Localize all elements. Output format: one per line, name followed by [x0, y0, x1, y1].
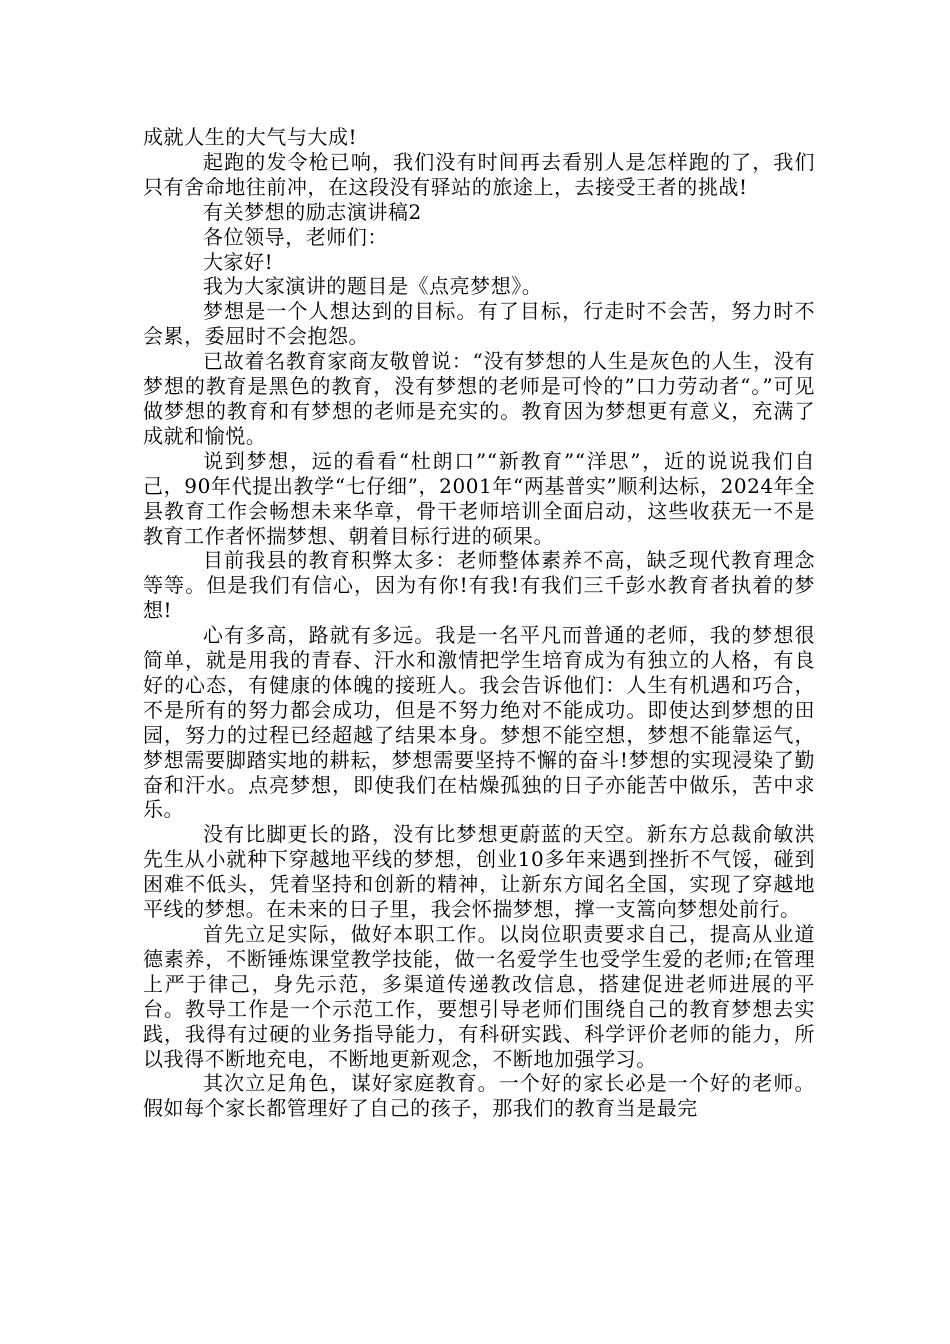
document-body — [143, 125, 815, 1121]
paragraph: 梦想是一个人想达到的目标。有了目标，行走时不会苦，努力时不会累，委屈时不会抱怨。 — [143, 299, 815, 349]
paragraph: 起跑的发令枪已响，我们没有时间再去看别人是怎样跑的了，我们只有舍命地往前冲，在这段没有驿站的旅途上，去接受王者的挑战! — [143, 149, 815, 199]
paragraph: 心有多高，路就有多远。我是一名平凡而普通的老师，我的梦想很简单，就是用我的青春、汗水和激情把学生培育成为有独立的人格，有良好的心态，有健康的体魄的接班人。我会告诉他们：人生有机遇和巧合，不是所有的努力都会成功，但是不努力绝对不能成功。即使达到梦想的田园，努力的过程已经超越了结果本身。梦想不能空想，梦想不能靠运气，梦想需要脚踏实地的耕耘，梦想需要坚持不懈的奋斗!梦想的实现浸染了勤奋和汗水。点亮梦想，即使我们在枯燥孤独的日子亦能苦中做乐，苦中求乐。 — [143, 623, 815, 822]
paragraph: 目前我县的教育积弊太多：老师整体素养不高，缺乏现代教育理念等等。但是我们有信心，因为有你!有我!有我们三千彭水教育者执着的梦想! — [143, 548, 815, 623]
paragraph: 没有比脚更长的路，没有比梦想更蔚蓝的天空。新东方总裁俞敏洪先生从小就种下穿越地平线的梦想，创业10多年来遇到挫折不气馁，碰到困难不低头，凭着坚持和创新的精神，让新东方闻名全国，实现了穿越地平线的梦想。在未来的日子里，我会怀揣梦想，撑一支篙向梦想处前行。 — [143, 822, 815, 922]
paragraph: 成就人生的大气与大成! — [143, 125, 358, 149]
paragraph: 说到梦想，远的看看“杜朗口”“新教育”“洋思”，近的说说我们自己，90年代提出教学“七仔细”，2001年“两基普实”顺利达标，2024年全县教育工作会畅想未来华章，骨干老师培训全面启动，这些收获无一不是教育工作者怀揣梦想、朝着目标行进的硕果。 — [143, 448, 815, 548]
paragraph: 我为大家演讲的题目是《点亮梦想》。 — [203, 274, 543, 299]
section-title: 有关梦想的励志演讲稿2 — [203, 199, 422, 224]
paragraph: 首先立足实际，做好本职工作。以岗位职责要求自己，提高从业道德素养，不断锤炼课堂教学技能，做一名爱学生也受学生爱的老师;在管理上严于律己，身先示范，多渠道传递教改信息，搭建促进老师进展的平台。教导工作是一个示范工作，要想引导老师们围绕自己的教育梦想去实践，我得有过硬的业务指导能力，有科研实践、科学评价老师的能力，所以我得不断地充电，不断地更新观念，不断地加强学习。 — [143, 922, 815, 1071]
salutation: 各位领导，老师们： — [203, 224, 388, 249]
greeting: 大家好! — [203, 249, 274, 274]
paragraph: 其次立足角色，谋好家庭教育。一个好的家长必是一个好的老师。假如每个家长都管理好了自己的孩子，那我们的教育当是最完 — [143, 1071, 815, 1121]
paragraph: 已故着名教育家商友敬曾说：“没有梦想的人生是灰色的人生，没有梦想的教育是黑色的教育，没有梦想的老师是可怜的”口力劳动者“。”可见做梦想的教育和有梦想的老师是充实的。教育因为梦想更有意义，充满了成就和愉悦。 — [143, 349, 815, 448]
